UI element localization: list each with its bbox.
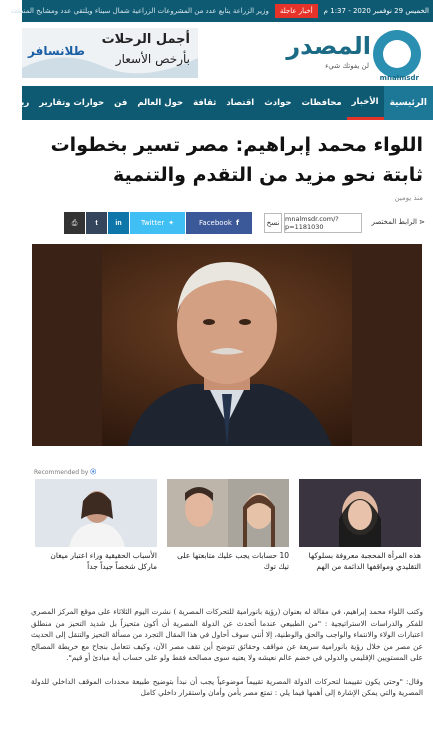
recommended-thumb [167, 479, 289, 547]
nav-economy[interactable]: اقتصاد [226, 98, 255, 108]
nav-world[interactable]: حول العالم [137, 98, 184, 108]
nav-culture[interactable]: ثقافة [193, 98, 217, 108]
twitter-icon: ✦ [168, 219, 175, 227]
news-ticker[interactable]: وزير الزراعة يتابع عدد من المشروعات الزراعية شمال سيناء ويلتقي عدد ومشايخ المنطقة [10, 7, 269, 15]
card-image-icon [299, 479, 421, 547]
nav-home[interactable]: الرئيسية [384, 86, 433, 120]
portrait-photo [32, 244, 422, 446]
facebook-share-button[interactable] [186, 212, 252, 234]
recommended-card[interactable] [167, 479, 289, 572]
site-logo[interactable] [251, 28, 421, 82]
twitter-share-button[interactable] [130, 212, 185, 234]
print-button[interactable] [64, 212, 85, 234]
recommended-by-label [34, 467, 96, 476]
brand-latin: mnalmsdr [379, 74, 419, 82]
nav-accidents[interactable]: حوادث [264, 98, 292, 108]
print-icon: ⎙ [71, 218, 78, 227]
tumblr-icon: t [95, 219, 98, 227]
article-title: اللواء محمد إبراهيم: مصر تسير بخطوات ثابتة نحو مزيد من التقدم والتنمية [50, 134, 423, 186]
recommended-caption: 10 حسابات يجب عليك متابعتها على تيك توك [177, 551, 289, 571]
recommended-caption: هذه المرأة المحجبة معروفة بسلوكها التقليدي ومواقفها الدائمة من الهم [308, 551, 421, 571]
recommended-thumb [299, 479, 421, 547]
main-nav [4, 86, 433, 120]
facebook-icon: f [235, 219, 239, 227]
recommended-by-text: Recommended by [34, 469, 89, 476]
top-bar [10, 0, 433, 22]
card-image-icon [35, 479, 157, 547]
short-link-field[interactable]: mnalmsdr.com/?p=1181030 [284, 213, 362, 233]
card-image-icon [167, 479, 289, 547]
logo-disc-icon [373, 30, 421, 78]
body-paragraph: وقال: "وحتى يكون تقييمنا لتحركات الدولة المصرية تقييماً موضوعياً يجب أن نبدأ بتوضيح طبيعة محددات الموقف الداخلي للدولة المصرية والتي يمكن الإشارة إلى أهمها فيما يلي : تمتع مصر بأمن وأمان واستقرار داخلي كامل [31, 676, 423, 697]
article-meta: منذ يومين [394, 194, 423, 202]
recommended-thumb [35, 479, 157, 547]
site-header [22, 22, 433, 86]
recommended-cards [34, 479, 421, 589]
linkedin-icon: in [115, 219, 122, 227]
brand-name: المصدر [286, 32, 371, 60]
recommended-caption: الأسباب الحقيقية وراء اعتبار ميغان ماركل شخصاً جيداً جداً [50, 551, 157, 571]
recommended-card[interactable] [35, 479, 157, 572]
recommended-card[interactable] [299, 479, 421, 572]
article-body [31, 606, 423, 711]
nav-news[interactable]: الأخبار [347, 86, 384, 120]
body-paragraph: وكتب اللواء محمد إبراهيم، في مقالة له بعنوان (رؤية بانورامية للتحركات المصرية ) نشرت اليوم الثلاثاء على موقع المركز المصري للفكر والدراسات الاستراتيجية : "من الطبيعي عندما أتحدث عن الدولة المصرية أن أكون متحيزاً بل شديد التحيز من منطلق اعتبارات الولاء والانتماء والواجب والحق والوطنية، إلا أنني سوف أحاول في هذا المقال التجرد من مسألة التحيز والتنقل إلى الحديث عن مصر من خلال رؤية بانورامية سريعة عن مواقف وحقائق تتوضح أين تقف مصر الآن، وكيف تتعامل بنجاح مع خريطة المصالح على المستويين الإقليمي والدولي في خضم عالم نعيشه ولا يعنيه سوى مصالحه فقط ولو على حساب أية مبادئ أو قيم". [31, 607, 423, 662]
ad-headline: أجمل الرحلات [101, 32, 190, 47]
header-ad-banner[interactable] [22, 28, 198, 78]
ad-brand: طلانسافر [28, 44, 85, 58]
linkedin-share-button[interactable] [108, 212, 129, 234]
article-hero-image [32, 244, 422, 446]
current-date: الخميس 29 نوفمبر 2020 - 1:37 م [323, 7, 429, 15]
short-link-text: الرابط المختصر [371, 218, 417, 226]
breaking-news-badge[interactable]: أخبار عاجلة [275, 4, 318, 18]
nav-art[interactable]: فن [114, 98, 128, 108]
share-bar [30, 212, 425, 234]
tumblr-share-button[interactable] [86, 212, 107, 234]
facebook-label: Facebook [199, 219, 232, 227]
share-icon: ⋖ [416, 218, 425, 226]
twitter-label: Twitter [140, 219, 165, 227]
nav-interviews[interactable]: حوارات وتقارير [39, 98, 105, 108]
nav-governorates[interactable]: محافظات [301, 98, 342, 108]
nav-sports[interactable]: رياضة [4, 98, 30, 108]
outbrain-logo: ⦿ [90, 469, 97, 476]
copy-link-button[interactable]: نسخ [264, 213, 282, 233]
short-link-label [372, 218, 425, 226]
brand-tagline: لن يفوتك شيء [325, 62, 369, 70]
ad-subline: بأرخص الأسعار [115, 52, 190, 66]
